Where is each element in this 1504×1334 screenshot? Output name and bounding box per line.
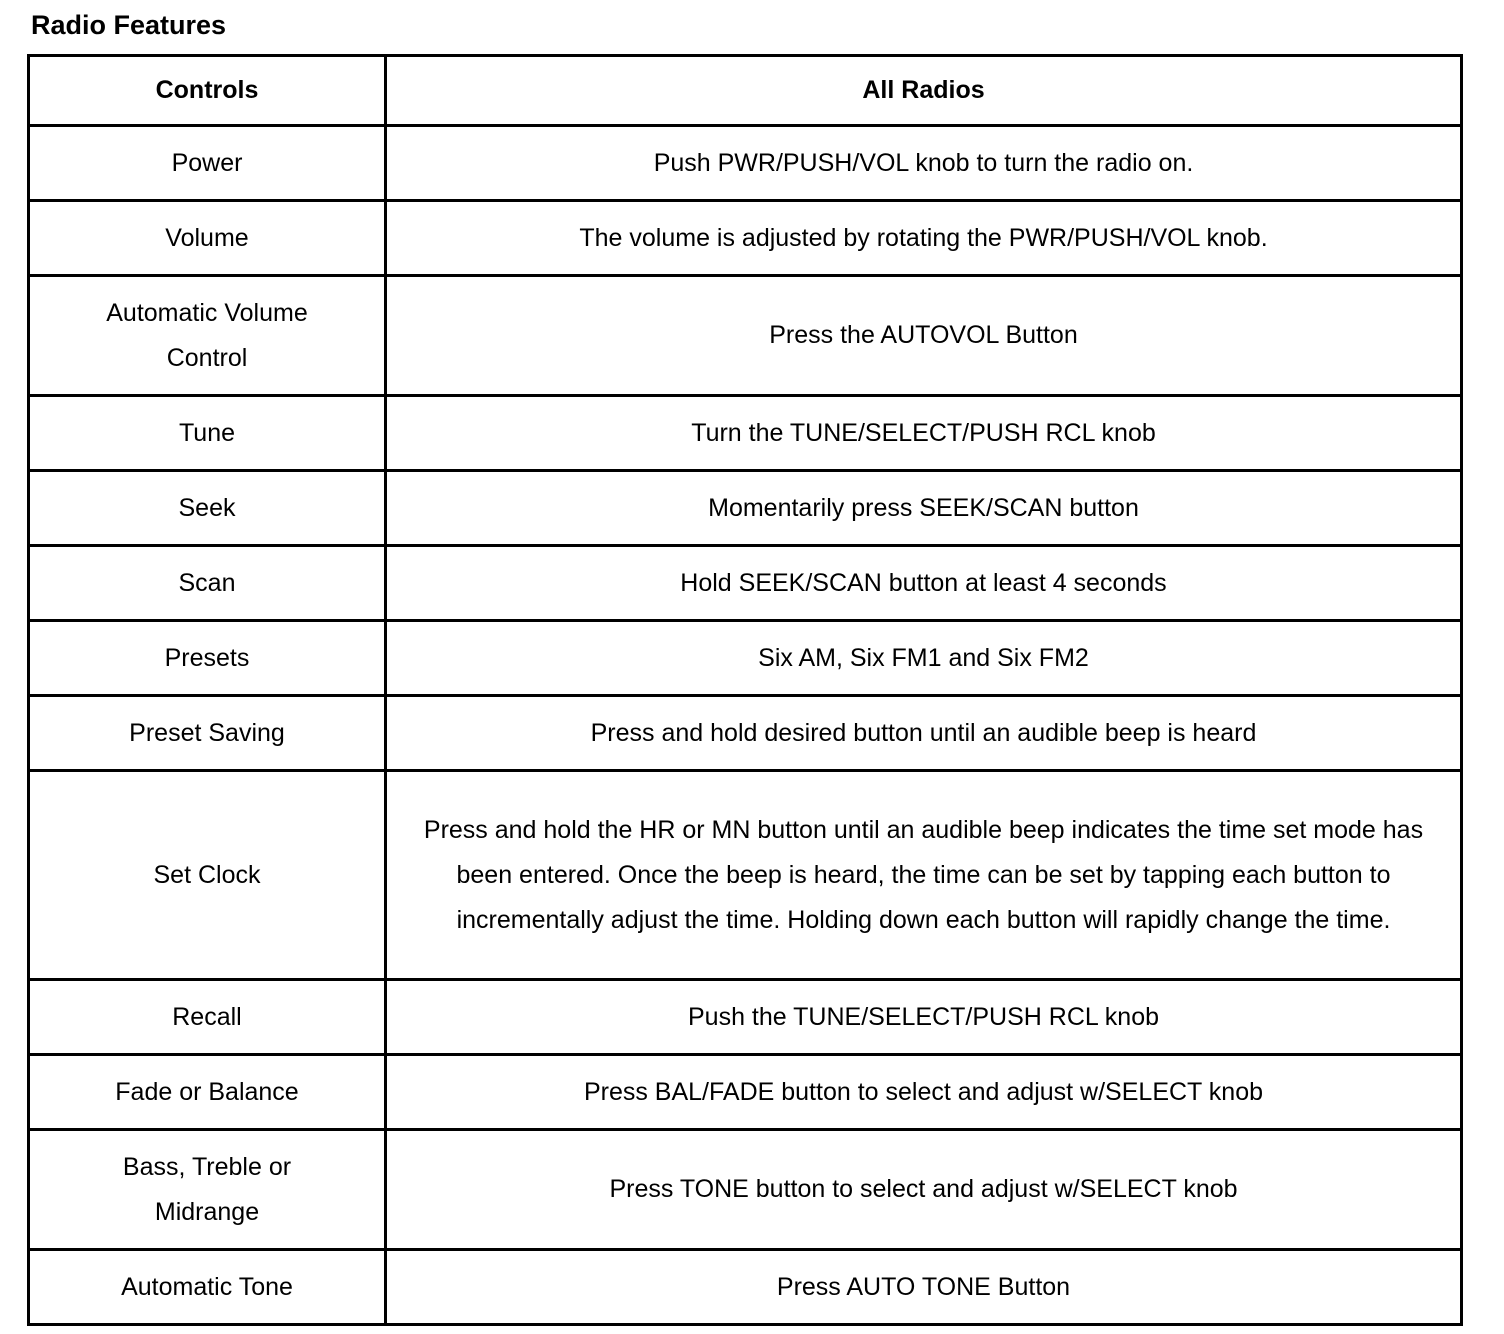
control-cell: Presets: [29, 621, 386, 696]
control-cell: Preset Saving: [29, 696, 386, 771]
table-row: [29, 621, 1462, 696]
description-cell: Press BAL/FADE button to select and adjust w/SELECT knob: [386, 1055, 1462, 1130]
description-cell: Press AUTO TONE Button: [386, 1250, 1462, 1325]
control-cell: Seek: [29, 471, 386, 546]
table-row: [29, 471, 1462, 546]
control-cell: Power: [29, 126, 386, 201]
table-row: [29, 1250, 1462, 1325]
description-cell: Momentarily press SEEK/SCAN button: [386, 471, 1462, 546]
table-row: [29, 276, 1462, 396]
table-row: [29, 546, 1462, 621]
table-row: [29, 1055, 1462, 1130]
description-cell: Press and hold desired button until an audible beep is heard: [386, 696, 1462, 771]
description-cell: Press and hold the HR or MN button until an audible beep indicates the time set mode has been entered. Once the beep is heard, the time can be set by tapping each button to incrementally adjust the time. Holding down each button will rapidly change the time.: [386, 771, 1462, 980]
control-cell: Scan: [29, 546, 386, 621]
column-header-controls: Controls: [29, 56, 386, 126]
table-row: [29, 201, 1462, 276]
description-cell: The volume is adjusted by rotating the PWR/PUSH/VOL knob.: [386, 201, 1462, 276]
table-header-row: [29, 56, 1462, 126]
description-cell: Six AM, Six FM1 and Six FM2: [386, 621, 1462, 696]
column-header-all-radios: All Radios: [386, 56, 1462, 126]
description-cell: Turn the TUNE/SELECT/PUSH RCL knob: [386, 396, 1462, 471]
page-title: Radio Features: [31, 10, 227, 40]
control-cell: Tune: [29, 396, 386, 471]
description-cell: Hold SEEK/SCAN button at least 4 seconds: [386, 546, 1462, 621]
control-cell: Recall: [29, 980, 386, 1055]
table-row: [29, 696, 1462, 771]
radio-features-table: [27, 54, 1463, 1326]
table-row: [29, 980, 1462, 1055]
control-cell: Fade or Balance: [29, 1055, 386, 1130]
control-cell: Set Clock: [29, 771, 386, 980]
description-cell: Press TONE button to select and adjust w/SELECT knob: [386, 1130, 1462, 1250]
table-row: [29, 126, 1462, 201]
control-cell: Automatic Volume Control: [29, 276, 386, 396]
control-cell: Automatic Tone: [29, 1250, 386, 1325]
table-row: [29, 771, 1462, 980]
table-row: [29, 396, 1462, 471]
description-cell: Push the TUNE/SELECT/PUSH RCL knob: [386, 980, 1462, 1055]
description-cell: Push PWR/PUSH/VOL knob to turn the radio on.: [386, 126, 1462, 201]
control-cell: Bass, Treble or Midrange: [29, 1130, 386, 1250]
description-cell: Press the AUTOVOL Button: [386, 276, 1462, 396]
control-cell: Volume: [29, 201, 386, 276]
table-row: [29, 1130, 1462, 1250]
